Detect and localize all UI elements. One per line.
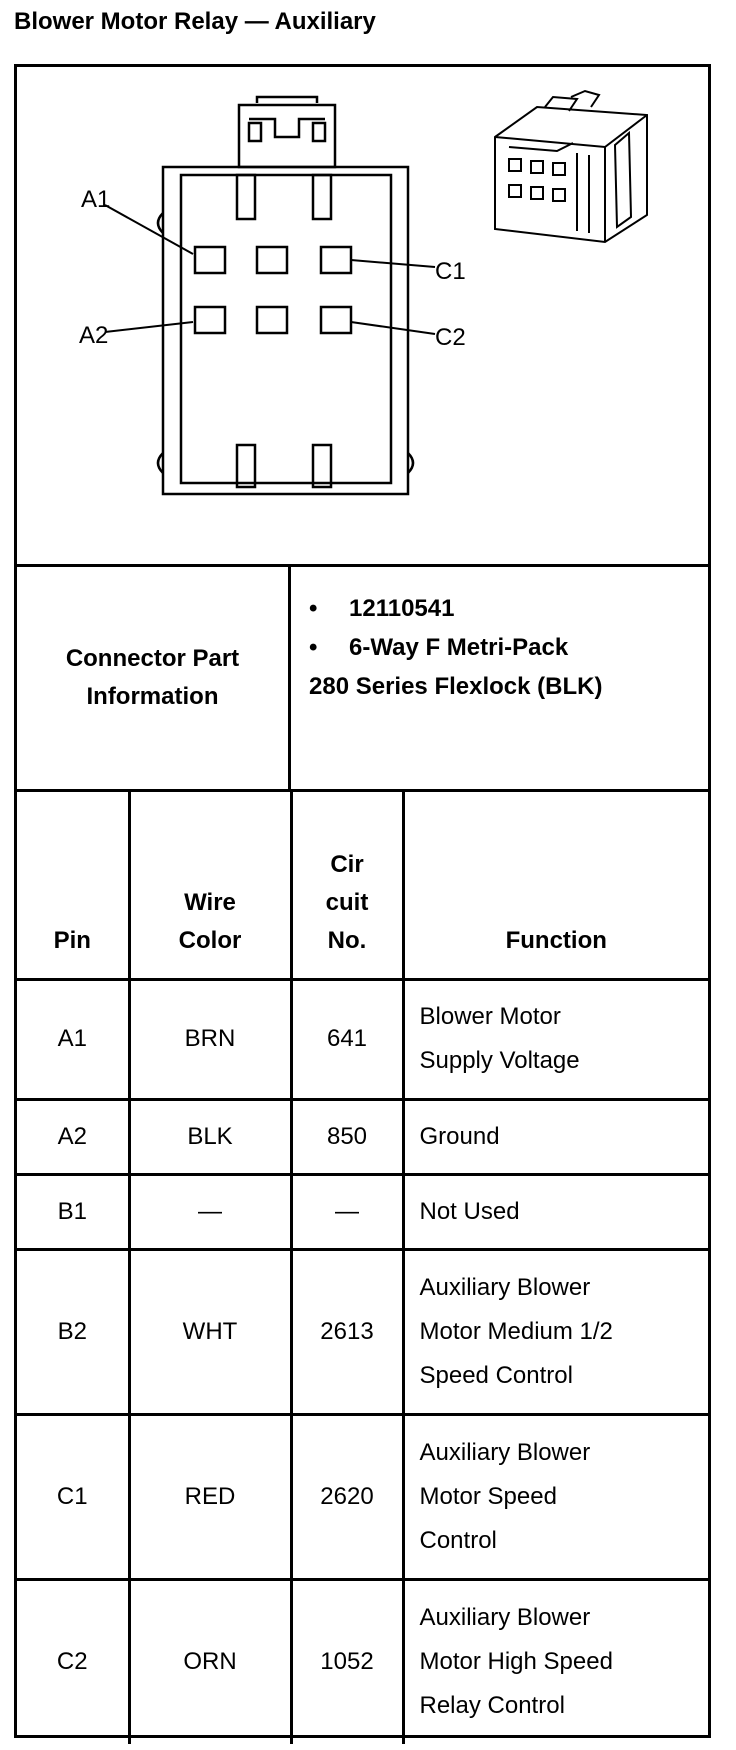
cavity-c1	[321, 247, 351, 273]
cavity-b1	[257, 247, 287, 273]
connector-face-diagram	[17, 67, 708, 567]
connector-body	[163, 167, 408, 494]
header-function: Function	[403, 789, 708, 979]
cell-function: Ground	[403, 1099, 708, 1174]
cell-circuit: —	[291, 1174, 403, 1249]
cell-pin: B1	[17, 1174, 129, 1249]
header-pin: Pin	[17, 789, 129, 979]
pin-table	[17, 789, 708, 1744]
cell-circuit: 2620	[291, 1414, 403, 1579]
connector-part-info-label-line2: Information	[86, 683, 219, 710]
table-row	[17, 1099, 708, 1174]
table-row	[17, 1579, 708, 1744]
cell-circuit: 1052	[291, 1579, 403, 1744]
connector-isometric-view	[495, 91, 647, 242]
connector-part-info-value	[291, 567, 708, 792]
cell-circuit: 2613	[291, 1249, 403, 1414]
cavity-b2	[257, 307, 287, 333]
cell-pin: A2	[17, 1099, 129, 1174]
header-circuit-no: Cir cuit No.	[291, 789, 403, 979]
cavity-a2	[195, 307, 225, 333]
cell-wire-color: RED	[129, 1414, 291, 1579]
table-row	[17, 1414, 708, 1579]
part-number: 12110541	[349, 595, 455, 622]
cavity-c2	[321, 307, 351, 333]
table-row	[17, 1249, 708, 1414]
cell-wire-color: BLK	[129, 1099, 291, 1174]
connector-part-info-label-line1: Connector Part	[65, 645, 240, 672]
pin-table-header-row	[17, 789, 708, 979]
cell-function: Not Used	[403, 1174, 708, 1249]
pin-label-c2: C2	[435, 324, 466, 351]
cell-wire-color: ORN	[129, 1579, 291, 1744]
cell-pin: A1	[17, 979, 129, 1099]
pin-label-a2: A2	[79, 322, 109, 349]
cell-function: Auxiliary Blower Motor High Speed Relay Control	[403, 1579, 708, 1744]
cell-pin: C2	[17, 1579, 129, 1744]
cell-circuit: 641	[291, 979, 403, 1099]
header-wire-color: Wire Color	[129, 789, 291, 979]
table-row	[17, 979, 708, 1099]
connector-type-item: • 6-Way F Metri-Pack	[309, 634, 569, 661]
cavity-a1	[195, 247, 225, 273]
cell-wire-color: —	[129, 1174, 291, 1249]
cell-function: Auxiliary Blower Motor Speed Control	[403, 1414, 708, 1579]
table-row	[17, 1174, 708, 1249]
connector-diagram-cell	[17, 67, 708, 567]
connector-type: 6-Way F Metri-Pack	[349, 634, 569, 661]
cell-pin: B2	[17, 1249, 129, 1414]
cell-wire-color: WHT	[129, 1249, 291, 1414]
cell-wire-color: BRN	[129, 979, 291, 1099]
page-title: Blower Motor Relay — Auxiliary	[14, 8, 376, 35]
cell-circuit: 850	[291, 1099, 403, 1174]
cell-function: Auxiliary Blower Motor Medium 1/2 Speed Control	[403, 1249, 708, 1414]
cell-pin: C1	[17, 1414, 129, 1579]
connector-table	[14, 64, 711, 1738]
part-number-item: • 12110541	[309, 595, 455, 622]
pin-label-a1: A1	[81, 186, 111, 213]
connector-series: 280 Series Flexlock (BLK)	[309, 673, 603, 700]
connector-part-info-label	[17, 567, 291, 792]
cell-function: Blower Motor Supply Voltage	[403, 979, 708, 1099]
pin-label-c1: C1	[435, 258, 466, 285]
